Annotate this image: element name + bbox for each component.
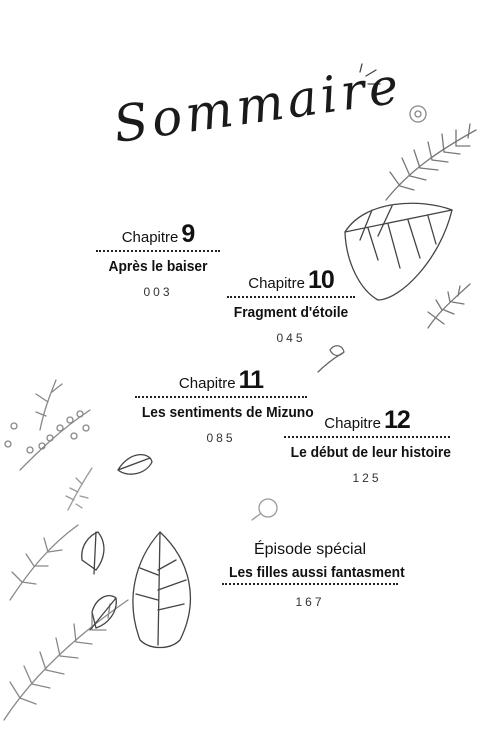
chapter-number: 11 xyxy=(238,366,264,394)
chapter-number: 12 xyxy=(383,406,410,434)
sprig-icon xyxy=(36,380,62,430)
chapter-title: Fragment d'étoile xyxy=(233,304,349,321)
chapter-entry[interactable] xyxy=(135,366,314,445)
chapter-title: Le début de leur histoire xyxy=(290,444,451,461)
chapter-page: 003 xyxy=(143,285,173,299)
dotted-divider xyxy=(284,436,450,438)
berry-branch-icon xyxy=(5,410,90,470)
chapter-entry[interactable] xyxy=(227,266,355,345)
leaf-small-icon xyxy=(82,532,104,574)
special-label: Épisode spécial xyxy=(253,541,367,558)
chapter-entry[interactable] xyxy=(284,406,451,485)
special-episode-entry[interactable] xyxy=(222,540,405,609)
dotted-divider xyxy=(227,296,355,298)
special-title: Les filles aussi fantasment xyxy=(229,564,405,581)
pine-branch-icon xyxy=(386,124,476,200)
chapter-label: Chapitre xyxy=(324,415,381,432)
dotted-divider xyxy=(96,250,220,252)
chapter-number: 10 xyxy=(307,266,334,294)
chapter-entry[interactable] xyxy=(96,220,220,299)
chapter-number: 9 xyxy=(181,220,195,248)
dotted-divider xyxy=(135,396,307,398)
maple-leaf-icon xyxy=(133,532,190,648)
chapter-label: Chapitre xyxy=(178,375,236,392)
small-leaf-icon xyxy=(118,455,152,475)
chapter-label: Chapitre xyxy=(121,229,179,246)
chapter-label: Chapitre xyxy=(248,275,305,292)
page-title: Sommaire xyxy=(109,56,406,154)
fern-icon xyxy=(428,284,470,328)
chapter-page: 085 xyxy=(206,431,236,445)
special-page: 167 xyxy=(295,595,325,609)
dotted-divider xyxy=(222,583,398,585)
pine-branch-bottom-icon xyxy=(4,525,128,720)
leaf-small-2-icon xyxy=(90,596,116,630)
chapter-title: Après le baiser xyxy=(108,258,208,275)
chapter-page: 045 xyxy=(276,331,306,345)
chapter-page: 125 xyxy=(352,471,382,485)
large-leaf-icon xyxy=(345,203,452,300)
chapter-title: Les sentiments de Mizuno xyxy=(141,404,314,421)
